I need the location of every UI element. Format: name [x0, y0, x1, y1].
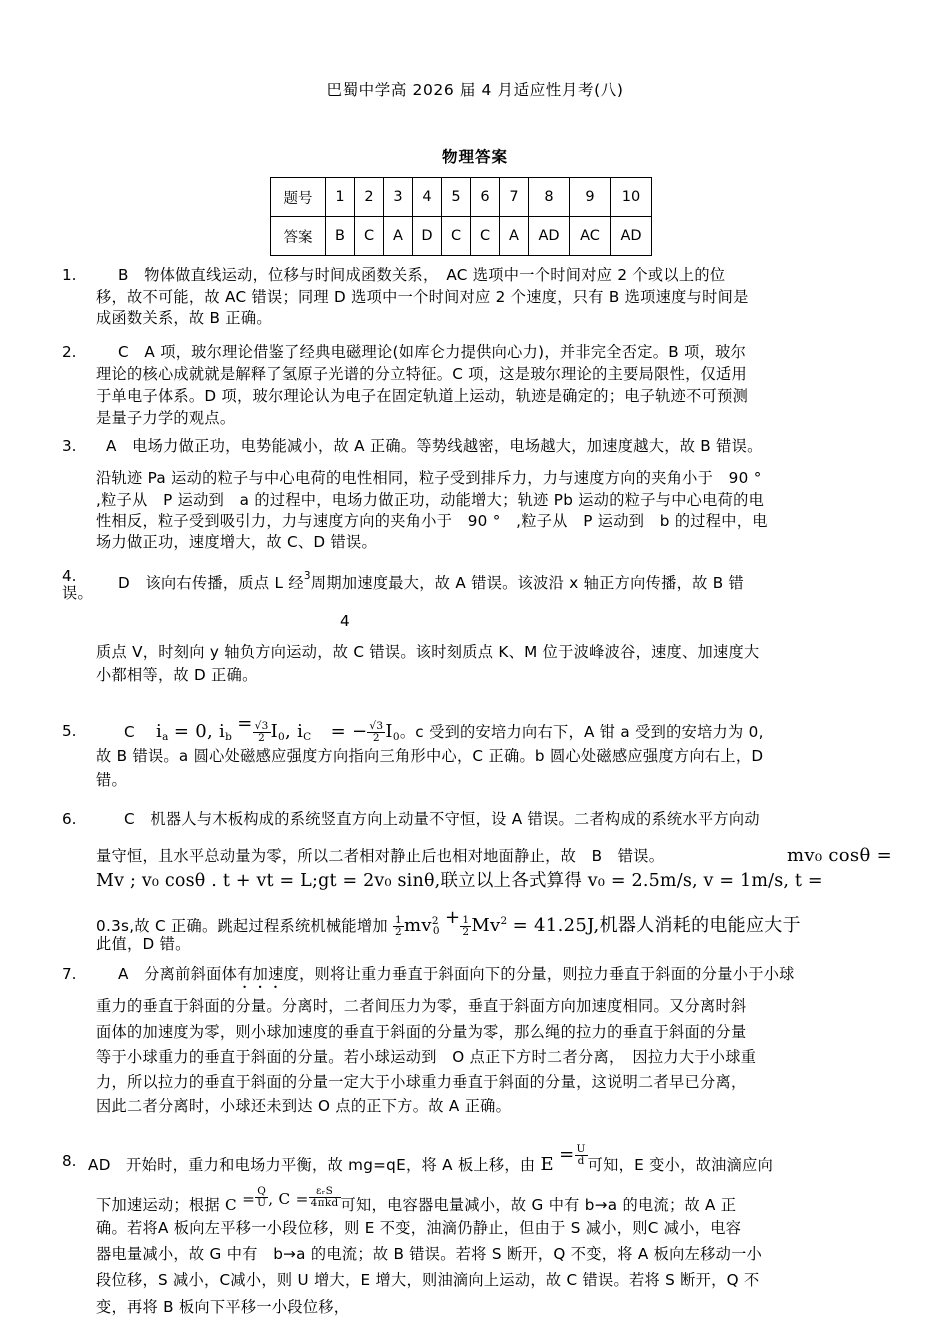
- q5-eq: C: [303, 731, 312, 743]
- q7-number: 7.: [62, 965, 77, 983]
- answer-cell: AC: [570, 217, 611, 256]
- q8-line: 段位移，S 减小，C减小，则 U 增大，E 增大，则油滴向上运动，故 C 错误。若将 S 断开，Q 不: [96, 1271, 760, 1289]
- q4-number: 4.: [62, 567, 77, 585]
- q5-eq: I: [385, 721, 393, 742]
- q6-eq: +: [444, 907, 461, 928]
- q5-eq: = 0, i: [173, 721, 226, 742]
- q6-line: C 机器人与木板构成的系统竖直方向上动量不守恒，设 A 错误。二者构成的系统水平方向动: [124, 810, 760, 828]
- answer-label: 答案: [271, 217, 326, 256]
- q5-eq: a: [162, 731, 169, 743]
- question-number: 5: [442, 178, 471, 217]
- q4-line: 质点 V，时刻向 y 轴负方向运动，故 C 错误。该时刻质点 K、M 位于波峰波谷，速度、加速度大: [96, 643, 760, 661]
- q8-eq: =: [559, 1144, 575, 1165]
- q5-line: 故 B 错误。a 圆心处磁感应强度方向指向三角形中心，C 正确。b 圆心处磁感应强度方向右上，D: [96, 747, 764, 765]
- q6-eq: mv₀ cosθ =: [787, 845, 892, 866]
- question-number: 7: [500, 178, 529, 217]
- q4-text: D 该向右传播，质点 L 经: [118, 574, 304, 592]
- q4-line: 小都相等，故 D 正确。: [96, 666, 258, 684]
- q5-frac: $\frac{√3}{2}$: [254, 720, 269, 744]
- q5-eq: I: [270, 721, 279, 742]
- q6-eq: 2: [500, 915, 508, 927]
- answer-table: [270, 177, 652, 256]
- q5-eq: , i: [285, 721, 304, 742]
- question-number: 1: [326, 178, 355, 217]
- q8-line: 器电量减小，故 G 中有 b→a 的电流；故 B 错误。若将 S 断开，Q 不变，将 A 板向左移动一小: [96, 1245, 763, 1263]
- q8-frac: $\frac{\text{εᵣS}}{\text{4πkd}}$: [310, 1185, 339, 1209]
- q2-line: 于单电子体系。D 项，玻尔理论认为电子在固定轨道上运动，轨迹是确定的；电子轨迹不可预测: [96, 387, 749, 405]
- q8-line: [88, 1138, 892, 1182]
- page-title: 物理答案: [441, 148, 508, 166]
- question-number: 8: [529, 178, 570, 217]
- q3-number: 3.: [62, 437, 77, 455]
- q2-line: 是量子力学的观点。: [96, 409, 236, 427]
- q7-line: [118, 963, 892, 992]
- q3-line: 场力做正功，速度增大，故 C、D 错误。: [96, 533, 377, 551]
- q4-fraction-numerator: 3: [303, 570, 311, 582]
- q8-frac: $\frac{Q}{U}$: [257, 1185, 267, 1209]
- q6-number: 6.: [62, 810, 77, 828]
- question-number: 4: [413, 178, 442, 217]
- q7-line: 面体的加速度为零，则小球加速度的垂直于斜面的分量为零，那么绳的拉力的垂直于斜面的分量: [96, 1023, 747, 1041]
- q6-line: 此值，D 错。: [96, 935, 191, 953]
- answer-row: [271, 217, 652, 256]
- q5-eq: 0: [278, 731, 286, 743]
- answer-cell: C: [471, 217, 500, 256]
- answer-cell: AD: [529, 217, 570, 256]
- answer-cell: B: [326, 217, 355, 256]
- q6-eq: Mv: [471, 915, 501, 936]
- q6-text: 0.3s,故 C 正确。跳起过程系统机械能增加: [96, 917, 388, 935]
- question-number: 9: [570, 178, 611, 217]
- q7-line: 力，所以拉力的垂直于斜面的分量一定大于小球重力垂直于斜面的分量，这说明二者早已分离，: [96, 1073, 747, 1091]
- page-header: 巴蜀中学高 2026 届 4 月适应性月考(八): [326, 81, 624, 99]
- q5-number: 5.: [62, 722, 77, 740]
- q3-line: 沿轨迹 Pa 运动的粒子与中心电荷的电性相同，粒子受到排斥力，力与速度方向的夹角小于 90 °: [96, 469, 762, 487]
- q8-number: 8.: [62, 1152, 77, 1170]
- answer-cell: AD: [611, 217, 652, 256]
- answer-cell: C: [442, 217, 471, 256]
- q8-eq: , C =: [268, 1190, 309, 1208]
- q3-line: A 电场力做正功，电势能减小，故 A 正确。等势线越密，电场越大，加速度越大，故 B 错误。: [106, 437, 763, 455]
- q5-answer: C: [124, 723, 135, 741]
- q6-eq: = 41.25J,机器人消耗的电能应大于: [512, 915, 801, 936]
- q5-eq: 0: [392, 731, 400, 743]
- q3-line: ,粒子从 P 运动到 a 的过程中，电场力做正功，动能增大；轨迹 Pb 运动的粒子与中心电荷的电: [96, 491, 765, 509]
- q5-eq: i: [156, 721, 163, 742]
- q6-line: Mv ; v₀ cosθ . t + vt = L;gt = 2v₀ sinθ,联立以上各式算得 v₀ = 2.5m/s, v = 1m/s, t =: [96, 871, 823, 891]
- answer-cell: C: [355, 217, 384, 256]
- q6-eq: 2: [431, 915, 439, 927]
- q7-text: A 分离前斜面体: [118, 965, 238, 983]
- q8-line: 确。若将A 板向左平移一小段位移，则 E 不变，油滴仍静止，但由于 S 减小，则C 减小，电容: [96, 1219, 742, 1237]
- answer-cell: A: [500, 217, 529, 256]
- q3-line: 性相反，粒子受到吸引力，力与速度方向的夹角小于 90 ° ,粒子从 P 运动到 b 的过程中，电: [96, 512, 768, 530]
- answer-cell: A: [384, 217, 413, 256]
- q8-text: 可知，电容器电量减小，故 G 中有 b→a 的电流；故 A 正: [340, 1196, 737, 1214]
- q8-frac: $\frac{U}{d}$: [576, 1143, 586, 1167]
- q1-line: B 物体做直线运动，位移与时间成函数关系， AC 选项中一个时间对应 2 个或以上的位: [118, 266, 726, 284]
- q8-line: [96, 1182, 892, 1222]
- q5-frac: $\frac{√3}{2}$: [369, 720, 384, 744]
- q4-text: 周期加速度最大，故 A 错误。该波沿 x 轴正方向传播，故 B 错: [310, 574, 745, 592]
- q5-eq: = −: [330, 721, 368, 742]
- q8-eq: C: [225, 1196, 237, 1214]
- question-number: 10: [611, 178, 652, 217]
- q7-line: 重力的垂直于斜面的分量。分离时，二者间压力为零，垂直于斜面方向加速度相同。又分离时斜: [96, 997, 747, 1015]
- q7-line: 等于小球重力的垂直于斜面的分量。若小球运动到 O 点正下方时二者分离， 因拉力大于小球重: [96, 1048, 757, 1066]
- q6-text: 量守恒，且水平总动量为零，所以二者相对静止后也相对地面静止，故 B 错误。: [96, 847, 665, 865]
- q6-eq: mv: [404, 915, 432, 936]
- q8-eq: =: [242, 1190, 256, 1208]
- q4-line: 误。: [62, 584, 93, 602]
- q7-line: 因此二者分离时，小球还未到达 O 点的正下方。故 A 正确。: [96, 1097, 512, 1115]
- q6-eq: 0: [432, 925, 440, 937]
- q7-emphasis: 有加速: [237, 965, 284, 983]
- q2-line: 理论的核心成就就是解释了氢原子光谱的分立特征。C 项，这是玻尔理论的主要局限性，仅适用: [96, 365, 748, 383]
- question-number: 2: [355, 178, 384, 217]
- q5-text: 。c 受到的安培力向右下，A 钳 a 受到的安培力为 0,: [399, 723, 764, 741]
- q2-number: 2.: [62, 343, 77, 361]
- question-number: 6: [471, 178, 500, 217]
- q5-line: 错。: [96, 771, 127, 789]
- q1-number: 1.: [62, 266, 77, 284]
- question-number: 3: [384, 178, 413, 217]
- answer-cell: D: [413, 217, 442, 256]
- q8-eq: E: [540, 1154, 554, 1175]
- q8-text: 可知，E 变小，故油滴应向: [587, 1156, 774, 1174]
- q5-eq: b: [225, 731, 233, 743]
- q6-frac: $\frac{1}{2}$: [462, 914, 470, 938]
- question-label: 题号: [271, 178, 326, 217]
- q5-eq: =: [237, 713, 253, 734]
- q7-text: 度，则将让重力垂直于斜面向下的分量，则拉力垂直于斜面的分量小于小球: [283, 965, 795, 983]
- q8-line: 变，再将 B 板向下平移一小段位移，: [96, 1298, 350, 1316]
- question-row: [271, 178, 652, 217]
- q4-fraction-denominator: 4: [340, 612, 350, 630]
- q1-line: 成函数关系，故 B 正确。: [96, 309, 272, 327]
- q2-line: C A 项，玻尔理论借鉴了经典电磁理论(如库仑力提供向心力)，并非完全否定。B 项，玻尔: [118, 343, 747, 361]
- q1-line: 移，故不可能，故 AC 错误；同理 D 选项中一个时间对应 2 个速度，只有 B 选项速度与时间是: [96, 288, 749, 306]
- q8-text: 下加速运动；根据: [96, 1196, 220, 1214]
- q8-text: AD 开始时，重力和电场力平衡，故 mg=qE，将 A 板上移，由: [88, 1156, 536, 1174]
- q6-line: [96, 845, 892, 867]
- q6-frac: $\frac{1}{2}$: [395, 914, 402, 938]
